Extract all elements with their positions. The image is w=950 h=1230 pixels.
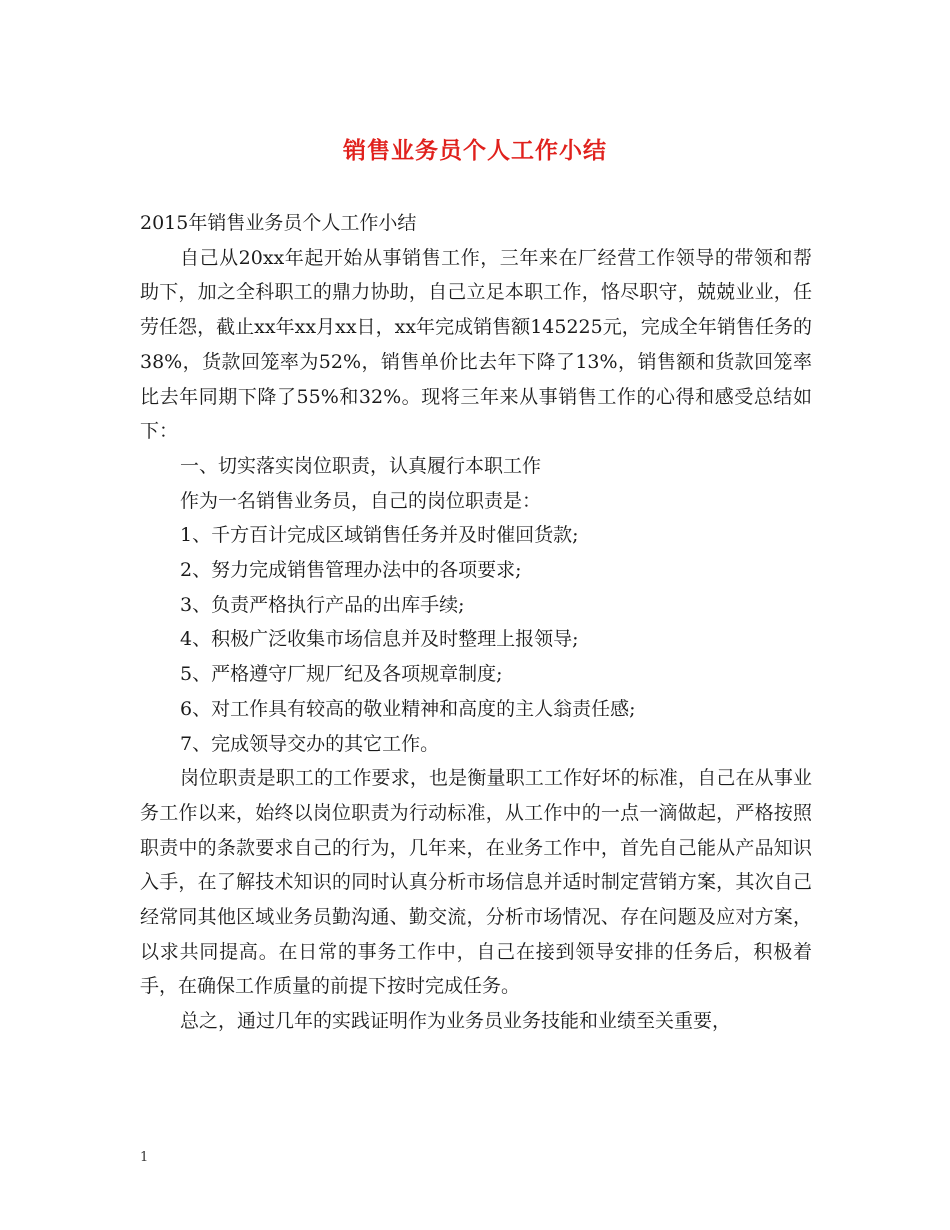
paragraph-subtitle: 2015年销售业务员个人工作小结 [140, 212, 417, 234]
paragraph-intro: 自己从20xx年起开始从事销售工作，三年来在厂经营工作领导的带领和帮助下，加之全科职工的鼎力协助，自己立足本职工作，恪尽职守，兢兢业业，任劳任怨，截止xx年xx月xx日，xx年完成销售额145225元，完成全年销售任务的38%，货款回笼率为52%，销售单价比去年下降了13%，销售额和货款回笼率比去年同期下降了55%和32%。现将三年来从事销售工作的心得和感受总结如下： [140, 246, 812, 443]
page-number: 1 [140, 1150, 149, 1165]
duty-item-2: 2、努力完成销售管理办法中的各项要求; [180, 559, 522, 582]
duty-item-1: 1、千方百计完成区域销售任务并及时催回货款; [180, 524, 579, 547]
duty-item-7: 7、完成领导交办的其它工作。 [180, 732, 440, 755]
duty-item-3: 3、负责严格执行产品的出库手续; [180, 593, 465, 616]
section-heading-1: 一、切实落实岗位职责，认真履行本职工作 [180, 454, 542, 477]
paragraph-duties-intro: 作为一名销售业务员，自己的岗位职责是： [180, 489, 542, 512]
paragraph-duties-detail: 岗位职责是职工的工作要求，也是衡量职工工作好坏的标准，自己在从事业务工作以来，始终以岗位职责为行动标准，从工作中的一点一滴做起，严格按照职责中的条款要求自己的行为，几年来，在业务工作中，首先自己能从产品知识入手，在了解技术知识的同时认真分析市场信息并适时制定营销方案，其次自己经常同其他区域业务员勤沟通、勤交流，分析市场情况、存在问题及应对方案，以求共同提高。在日常的事务工作中，自己在接到领导安排的任务后，积极着手，在确保工作质量的前提下按时完成任务。 [140, 767, 812, 998]
duty-item-6: 6、对工作具有较高的敬业精神和高度的主人翁责任感; [180, 697, 636, 720]
document-body [140, 206, 812, 1039]
duty-item-4: 4、积极广泛收集市场信息并及时整理上报领导; [180, 628, 579, 651]
duty-item-5: 5、严格遵守厂规厂纪及各项规章制度; [180, 663, 503, 686]
document-title: 销售业务员个人工作小结 [343, 137, 607, 164]
paragraph-summary: 总之，通过几年的实践证明作为业务员业务技能和业绩至关重要， [180, 1010, 732, 1033]
